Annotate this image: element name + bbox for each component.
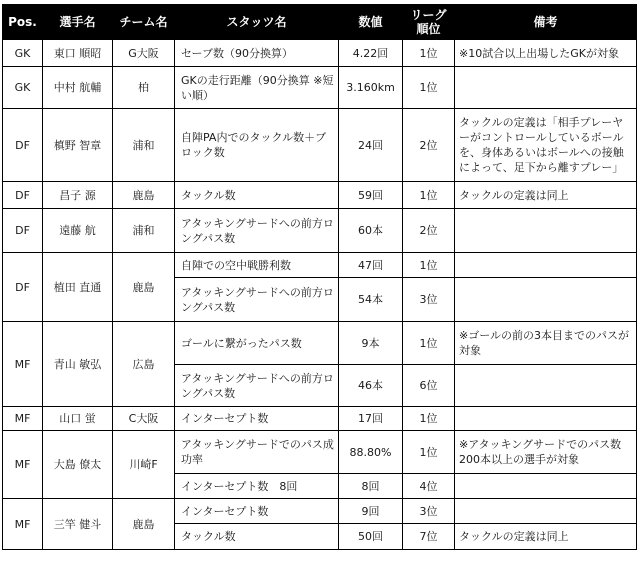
note-cell: タックルの定義は同上 <box>455 182 637 209</box>
team-cell: C大阪 <box>113 407 175 431</box>
rank-cell: 1位 <box>403 67 455 109</box>
stat-cell: アタッキングサードへの前方ロングパス数 <box>175 365 339 407</box>
value-cell: 88.80% <box>339 431 403 474</box>
note-cell <box>455 253 637 278</box>
pos-cell: MF <box>3 499 43 550</box>
table-row <box>3 322 637 365</box>
table-row <box>3 40 637 67</box>
player-name-cell: 三竿 健斗 <box>43 499 113 550</box>
pos-cell: DF <box>3 182 43 209</box>
stat-cell: 自陣での空中戦勝利数 <box>175 253 339 278</box>
team-cell: 川崎F <box>113 431 175 499</box>
stat-cell: インターセプト数 <box>175 407 339 431</box>
rank-cell: 7位 <box>403 524 455 550</box>
value-cell: 47回 <box>339 253 403 278</box>
header-stat-name: スタッツ名 <box>175 5 339 40</box>
note-cell: ※10試合以上出場したGKが対象 <box>455 40 637 67</box>
pos-cell: MF <box>3 407 43 431</box>
player-name-cell: 植田 直通 <box>43 253 113 322</box>
value-cell: 8回 <box>339 474 403 499</box>
note-cell <box>455 209 637 253</box>
team-cell: 鹿島 <box>113 499 175 550</box>
stats-table <box>2 4 637 550</box>
note-cell: タックルの定義は同上 <box>455 524 637 550</box>
stat-cell: タックル数 <box>175 524 339 550</box>
stat-cell: セーブ数（90分換算） <box>175 40 339 67</box>
header-pos: Pos. <box>3 5 43 40</box>
table-row <box>3 67 637 109</box>
table-row <box>3 499 637 524</box>
value-cell: 60本 <box>339 209 403 253</box>
stat-cell: 自陣PA内でのタックル数＋ブロック数 <box>175 109 339 182</box>
stat-cell: アタッキングサードでのパス成功率 <box>175 431 339 474</box>
stat-cell: ゴールに繋がったパス数 <box>175 322 339 365</box>
value-cell: 3.160km <box>339 67 403 109</box>
team-cell: G大阪 <box>113 40 175 67</box>
stat-cell: アタッキングサードへの前方ロングパス数 <box>175 278 339 322</box>
header-team-name: チーム名 <box>113 5 175 40</box>
rank-cell: 4位 <box>403 474 455 499</box>
rank-cell: 2位 <box>403 109 455 182</box>
rank-cell: 1位 <box>403 253 455 278</box>
note-cell <box>455 407 637 431</box>
value-cell: 9本 <box>339 322 403 365</box>
value-cell: 9回 <box>339 499 403 524</box>
player-name-cell: 山口 蛍 <box>43 407 113 431</box>
table-row <box>3 431 637 474</box>
header-row <box>3 5 637 40</box>
value-cell: 54本 <box>339 278 403 322</box>
team-cell: 鹿島 <box>113 182 175 209</box>
stat-cell: アタッキングサードへの前方ロングパス数 <box>175 209 339 253</box>
pos-cell: MF <box>3 322 43 407</box>
team-cell: 鹿島 <box>113 253 175 322</box>
header-rank-line2: 順位 <box>416 22 441 36</box>
pos-cell: GK <box>3 67 43 109</box>
value-cell: 59回 <box>339 182 403 209</box>
stat-cell: タックル数 <box>175 182 339 209</box>
header-league-rank <box>403 5 455 40</box>
rank-cell: 2位 <box>403 209 455 253</box>
note-cell <box>455 278 637 322</box>
note-cell <box>455 499 637 524</box>
pos-cell: DF <box>3 253 43 322</box>
table-row <box>3 109 637 182</box>
note-cell <box>455 67 637 109</box>
rank-cell: 1位 <box>403 322 455 365</box>
player-name-cell: 大島 僚太 <box>43 431 113 499</box>
note-cell: ※ゴールの前の3本目までのパスが対象 <box>455 322 637 365</box>
value-cell: 50回 <box>339 524 403 550</box>
rank-cell: 6位 <box>403 365 455 407</box>
table-row <box>3 209 637 253</box>
stat-cell: GKの走行距離（90分換算 ※短い順） <box>175 67 339 109</box>
player-name-cell: 昌子 源 <box>43 182 113 209</box>
team-cell: 浦和 <box>113 109 175 182</box>
stat-cell: インターセプト数 <box>175 499 339 524</box>
table-row <box>3 182 637 209</box>
player-name-cell: 中村 航輔 <box>43 67 113 109</box>
note-cell: ※アタッキングサードでのパス数200本以上の選手が対象 <box>455 431 637 474</box>
table-row <box>3 253 637 278</box>
rank-cell: 1位 <box>403 431 455 474</box>
value-cell: 17回 <box>339 407 403 431</box>
pos-cell: DF <box>3 209 43 253</box>
note-cell: タックルの定義は「相手プレーヤーがコントロールしているボールを、身体あるいはボールへの接触によって、足下から離すプレー」 <box>455 109 637 182</box>
header-rank-line1: リーグ <box>410 8 447 22</box>
pos-cell: MF <box>3 431 43 499</box>
header-player-name: 選手名 <box>43 5 113 40</box>
pos-cell: GK <box>3 40 43 67</box>
player-name-cell: 遠藤 航 <box>43 209 113 253</box>
rank-cell: 1位 <box>403 182 455 209</box>
header-notes: 備考 <box>455 5 637 40</box>
rank-cell: 3位 <box>403 499 455 524</box>
player-name-cell: 青山 敏弘 <box>43 322 113 407</box>
rank-cell: 1位 <box>403 40 455 67</box>
header-value: 数値 <box>339 5 403 40</box>
value-cell: 46本 <box>339 365 403 407</box>
team-cell: 浦和 <box>113 209 175 253</box>
rank-cell: 1位 <box>403 407 455 431</box>
pos-cell: DF <box>3 109 43 182</box>
team-cell: 広島 <box>113 322 175 407</box>
value-cell: 4.22回 <box>339 40 403 67</box>
table-row <box>3 407 637 431</box>
player-name-cell: 槙野 智章 <box>43 109 113 182</box>
player-name-cell: 東口 順昭 <box>43 40 113 67</box>
note-cell <box>455 365 637 407</box>
team-cell: 柏 <box>113 67 175 109</box>
rank-cell: 3位 <box>403 278 455 322</box>
value-cell: 24回 <box>339 109 403 182</box>
note-cell <box>455 474 637 499</box>
stat-cell: インターセプト数 8回 <box>175 474 339 499</box>
